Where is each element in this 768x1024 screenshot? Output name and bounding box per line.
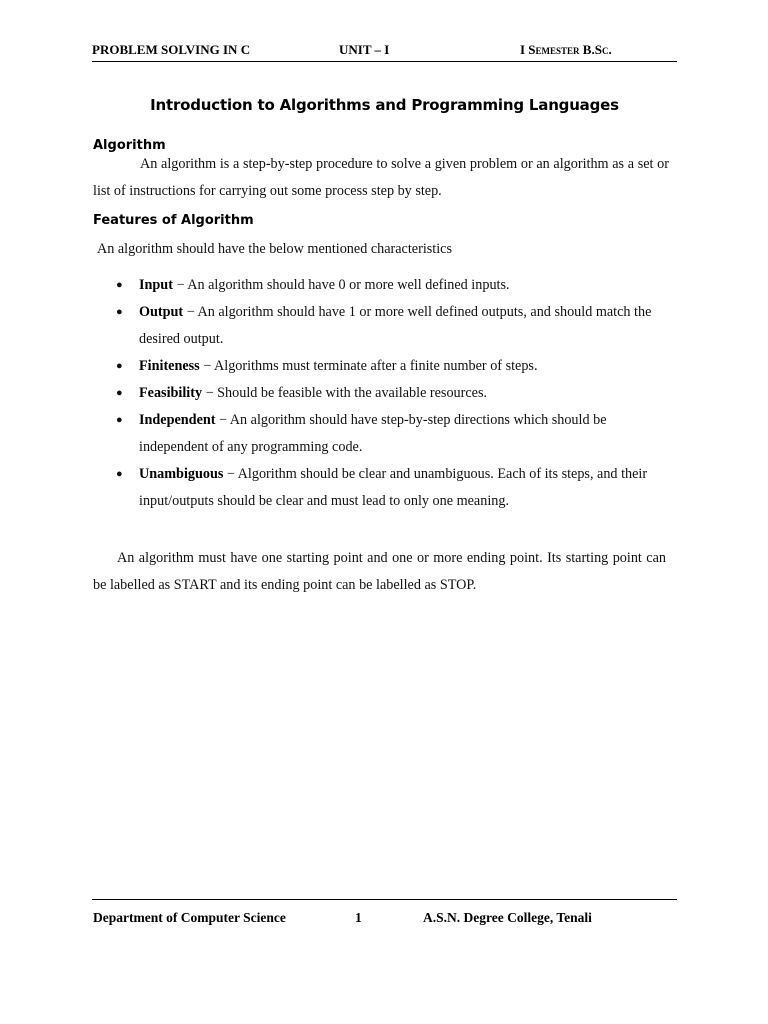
page-title: Introduction to Algorithms and Programming Languages (150, 96, 619, 114)
feature-desc: − An algorithm should have 1 or more well defined outputs, and should match the desired output. (139, 304, 652, 347)
footer-divider (92, 899, 677, 900)
algorithm-paragraph: An algorithm is a step-by-step procedure to solve a given problem or an algorithm as a set or list of instructions for carrying out some process step by step. (93, 156, 669, 199)
bullet-icon: ● (116, 279, 123, 291)
feature-term: Unambiguous (139, 466, 224, 482)
bullet-icon: ● (116, 387, 123, 399)
features-intro: An algorithm should have the below mentioned characteristics (97, 241, 452, 257)
feature-desc: − An algorithm should have step-by-step directions which should be independent of any programming code. (139, 412, 607, 455)
bullet-icon: ● (116, 414, 123, 426)
algorithm-heading: Algorithm (93, 138, 166, 153)
feature-desc: − Algorithms must terminate after a finite number of steps. (199, 358, 538, 374)
list-item (93, 380, 653, 407)
features-list (93, 272, 653, 515)
header-unit: UNIT – I (339, 42, 390, 57)
page-number: 1 (355, 910, 362, 925)
features-heading: Features of Algorithm (93, 213, 254, 228)
feature-term: Finiteness (139, 358, 200, 374)
header-divider (92, 61, 677, 62)
bullet-icon: ● (116, 306, 123, 318)
header-semester: I Semester B.Sc. (520, 42, 612, 57)
feature-term: Input (139, 277, 173, 293)
list-item (93, 353, 653, 380)
page-header (92, 42, 677, 62)
footer-department: Department of Computer Science (93, 910, 286, 925)
list-item (93, 461, 653, 515)
feature-desc: − Should be feasible with the available resources. (202, 385, 488, 401)
list-item (93, 407, 653, 461)
header-course: PROBLEM SOLVING IN C (92, 42, 251, 57)
feature-term: Independent (139, 412, 216, 428)
page-footer (93, 910, 678, 930)
bullet-icon: ● (116, 468, 123, 480)
feature-term: Output (139, 304, 184, 320)
closing-paragraph: An algorithm must have one starting point and one or more ending point. Its starting point can be labelled as START and its ending point can be labelled as STOP. (93, 550, 666, 593)
feature-desc: − An algorithm should have 0 or more well defined inputs. (172, 277, 510, 293)
list-item (93, 272, 653, 299)
bullet-icon: ● (116, 360, 123, 372)
footer-college: A.S.N. Degree College, Tenali (423, 910, 592, 925)
list-item (93, 299, 653, 353)
feature-desc: − Algorithm should be clear and unambiguous. Each of its steps, and their input/outputs should be clear and must lead to only one meaning. (139, 466, 648, 509)
feature-term: Feasibility (139, 385, 203, 401)
